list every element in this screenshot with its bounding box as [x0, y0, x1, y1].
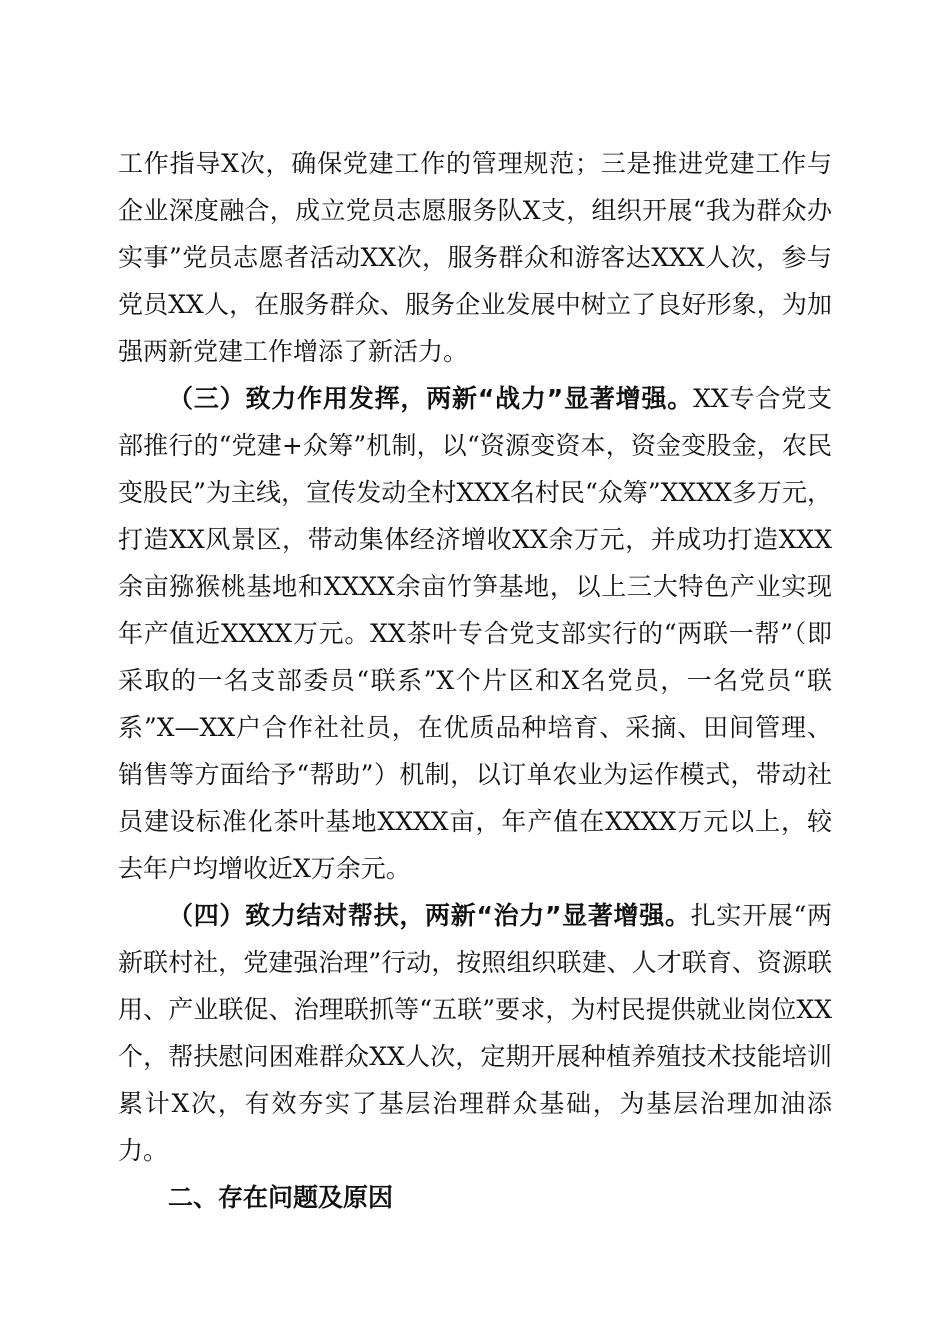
paragraph-continuation: [118, 140, 832, 375]
paragraph-text: 工作指导X次，确保党建工作的管理规范；三是推进党建工作与企业深度融合，成立党员志愿服务队X支，组织开展“我为群众办实事”党员志愿者活动XX次，服务群众和游客达XXX人次，参与党员XX人，在服务群众、服务企业发展中树立了良好形象，为加强两新党建工作增添了新活力。: [118, 149, 832, 366]
paragraph-lead-heading: （三）致力作用发挥，两新“战力”显著增强。: [168, 384, 694, 413]
paragraph-pairing-assistance: [118, 892, 832, 1174]
paragraph-text: XX专合党支部推行的“党建+众筹”机制，以“资源变资本，资金变股金，农民变股民”为主线，宣传发动全村XXX名村民“众筹”XXXX多万元，打造XX风景区，带动集体经济增收XX余万元，并成功打造XXX余亩猕猴桃基地和XXXX余亩竹笋基地，以上三大特色产业实现年产值近XXXX万元。XX茶叶专合党支部实行的“两联一帮”（即采取的一名支部委员“联系”X个片区和X名党员，一名党员“联系”X—XX户合作社社员，在优质品种培育、采摘、田间管理、销售等方面给予“帮助”）机制，以订单农业为运作模式，带动社员建设标准化茶叶基地XXXX亩，年产值在XXXX万元以上，较去年户均增收近X万余元。: [118, 384, 832, 883]
paragraph-text: 扎实开展“两新联村社，党建强治理”行动，按照组织联建、人才联育、资源联用、产业联促、治理联抓等“五联”要求，为村民提供就业岗位XX个，帮扶慰问困难群众XX人次，定期开展种植养殖技术技能培训累计X次，有效夯实了基层治理群众基础，为基层治理加油添力。: [118, 901, 832, 1165]
paragraph-lead-heading: （四）致力结对帮扶，两新“治力”显著增强。: [168, 901, 691, 930]
document-body: [118, 140, 832, 1221]
section-heading: 二、存在问题及原因: [168, 1183, 394, 1212]
paragraph-role-play: [118, 375, 832, 892]
